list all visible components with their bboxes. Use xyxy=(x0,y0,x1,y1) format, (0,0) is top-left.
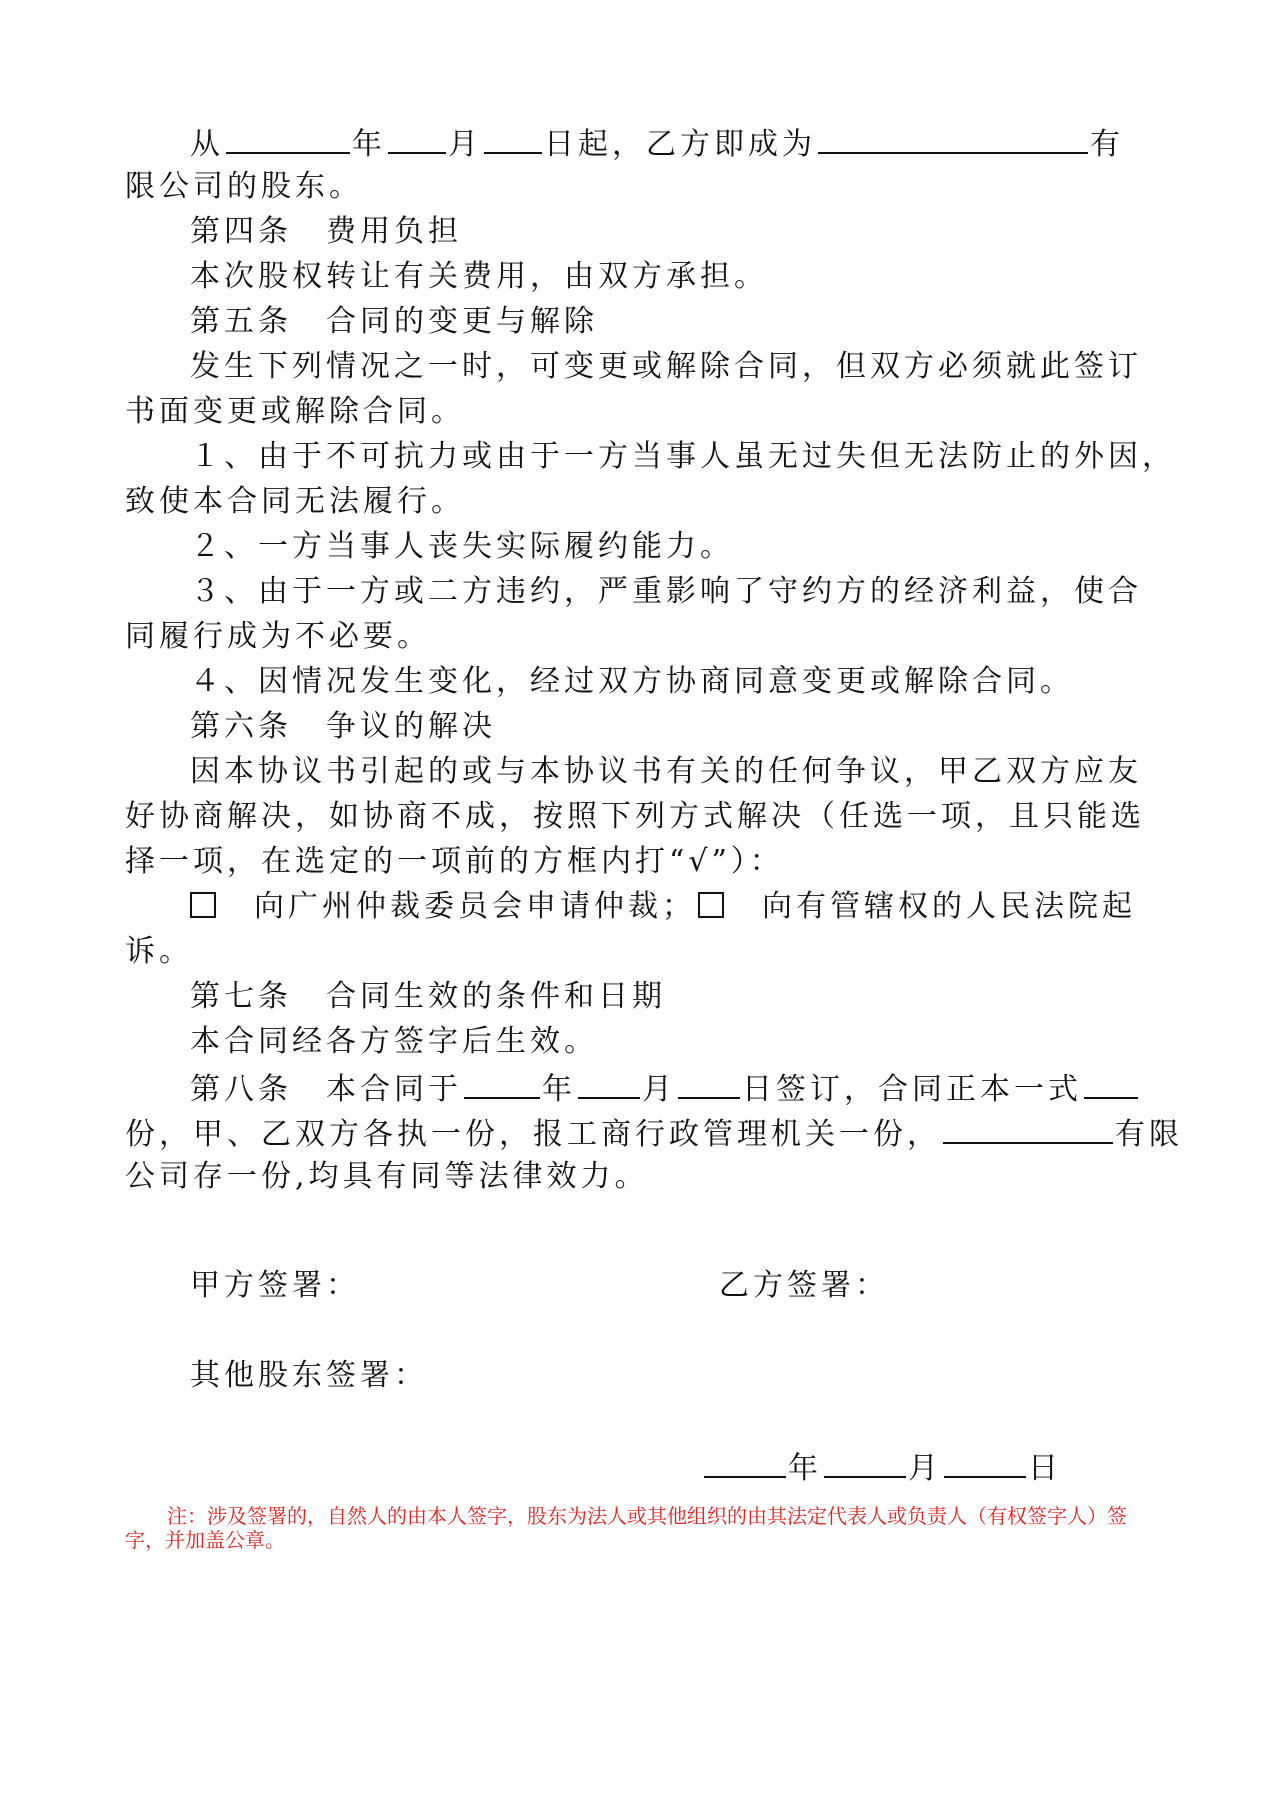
text-final-month: 月 xyxy=(908,1451,942,1486)
article-8-line-1 xyxy=(190,1067,1140,1110)
article-4-title: 第四条 费用负担 xyxy=(190,214,462,249)
party-a-signature-label: 甲方签署： xyxy=(190,1268,360,1303)
text-from: 从 xyxy=(190,127,224,162)
article-6-title: 第六条 争议的解决 xyxy=(190,709,496,744)
article-7-body: 本合同经各方签字后生效。 xyxy=(190,1024,598,1059)
item-2: ２、一方当事人丧失实际履约能力。 xyxy=(190,529,734,564)
text-you: 有 xyxy=(1090,127,1124,162)
dispute-options-line xyxy=(190,887,1136,927)
blank-sign-year[interactable] xyxy=(464,1067,540,1099)
item-3-b: 同履行成为不必要。 xyxy=(125,619,431,654)
item-3-a: ３、由于一方或二方违约，严重影响了守约方的经济利益，使合 xyxy=(190,574,1142,609)
blank-final-day[interactable] xyxy=(944,1446,1026,1478)
signature-date-line xyxy=(702,1446,1062,1489)
blank-company-name[interactable] xyxy=(818,122,1088,154)
court-checkbox[interactable] xyxy=(698,892,724,918)
blank-copies[interactable] xyxy=(1084,1067,1138,1099)
court-option-label: 向有管辖权的人民法院起 xyxy=(762,889,1136,924)
blank-start-month[interactable] xyxy=(388,122,446,154)
article-8-line-3: 公司存一份,均具有同等法律效力。 xyxy=(125,1159,649,1194)
shareholder-line-cont: 限公司的股东。 xyxy=(125,169,363,204)
article-6-body-3: 择一项，在选定的一项前的方框内打“√”）： xyxy=(125,844,784,879)
text-copies: 日签订，合同正本一式 xyxy=(742,1072,1082,1107)
blank-company-name-2[interactable] xyxy=(943,1112,1113,1144)
article-8-line-2 xyxy=(125,1112,1183,1155)
blank-start-day[interactable] xyxy=(484,122,542,154)
article-7-title: 第七条 合同生效的条件和日期 xyxy=(190,979,666,1014)
article-5-body-2: 书面变更或解除合同。 xyxy=(125,394,465,429)
text-copies-distribution: 份，甲、乙双方各执一份，报工商行政管理机关一份， xyxy=(125,1117,941,1152)
text-limited: 有限 xyxy=(1115,1117,1183,1152)
article-6-body-2: 好协商解决，如协商不成，按照下列方式解决（任选一项，且只能选 xyxy=(125,799,1145,834)
other-shareholders-signature-label: 其他股东签署： xyxy=(190,1358,428,1393)
blank-sign-day[interactable] xyxy=(678,1067,740,1099)
article-8-title: 第八条 本合同于 xyxy=(190,1072,462,1107)
article-6-body-1: 因本协议书引起的或与本协议书有关的任何争议，甲乙双方应友 xyxy=(190,754,1142,789)
party-b-signature-label: 乙方签署： xyxy=(719,1268,889,1303)
item-1-a: １、由于不可抗力或由于一方当事人虽无过失但无法防止的外因， xyxy=(190,439,1176,474)
court-option-cont: 诉。 xyxy=(125,934,193,969)
text-sign-year: 年 xyxy=(542,1072,576,1107)
shareholder-date-line xyxy=(190,122,1124,165)
text-final-year: 年 xyxy=(788,1451,822,1486)
blank-final-month[interactable] xyxy=(824,1446,906,1478)
article-4-body: 本次股权转让有关费用，由双方承担。 xyxy=(190,259,768,294)
blank-sign-month[interactable] xyxy=(578,1067,640,1099)
arbitration-checkbox[interactable] xyxy=(190,892,216,918)
item-1-b: 致使本合同无法履行。 xyxy=(125,484,465,519)
blank-final-year[interactable] xyxy=(704,1446,786,1478)
article-5-title: 第五条 合同的变更与解除 xyxy=(190,304,598,339)
arbitration-option-label: 向广州仲裁委员会申请仲裁； xyxy=(254,889,696,924)
article-5-body-1: 发生下列情况之一时，可变更或解除合同，但双方必须就此签订 xyxy=(190,349,1142,384)
text-become: 日起，乙方即成为 xyxy=(544,127,816,162)
text-year: 年 xyxy=(352,127,386,162)
item-4: ４、因情况发生变化，经过双方协商同意变更或解除合同。 xyxy=(190,664,1074,699)
text-sign-month: 月 xyxy=(642,1072,676,1107)
text-final-day: 日 xyxy=(1028,1451,1062,1486)
signature-note: 注：涉及签署的，自然人的由本人签字，股东为法人或其他组织的由其法定代表人或负责人（有权签字人）签字，并加盖公章。 xyxy=(125,1504,1127,1552)
blank-start-year[interactable] xyxy=(226,122,350,154)
text-month: 月 xyxy=(448,127,482,162)
